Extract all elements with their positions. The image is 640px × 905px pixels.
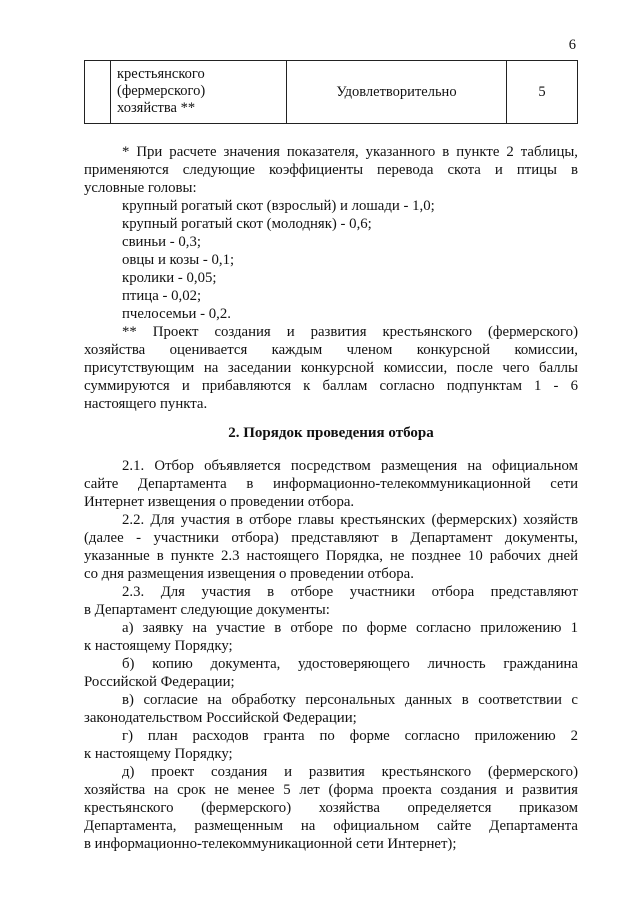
coefficient-item: пчелосемьи - 0,2.	[122, 306, 231, 322]
cell-name-line: хозяйства **	[117, 100, 196, 116]
text-line: 2.3. Для участия в отборе участники отбора представляют	[122, 584, 578, 600]
text-line: крестьянского (фермерского) хозяйства определяется приказом	[84, 800, 578, 816]
page-number: 6	[568, 37, 576, 53]
text-line: Российской Федерации;	[84, 674, 235, 690]
section-title: 2. Порядок проведения отбора	[228, 425, 434, 441]
text-line: к настоящему Порядку;	[84, 638, 233, 654]
coefficient-item: крупный рогатый скот (молодняк) - 0,6;	[122, 216, 372, 232]
text-line: в Департамент следующие документы:	[84, 602, 330, 618]
document-item-d: д) проект создания и развития крестьянского (фермерского)	[122, 764, 578, 780]
text-line: законодательством Российской Федерации;	[84, 710, 357, 726]
text-line: 2.1. Отбор объявляется посредством размещения на официальном	[122, 458, 578, 474]
text-line: (далее - участники отбора) представляют в Департамент документы,	[84, 530, 578, 546]
text-line: к настоящему Порядку;	[84, 746, 233, 762]
document-item-g: г) план расходов гранта по форме согласно приложению 2	[122, 728, 578, 744]
text-line: присутствующим на заседании конкурсной комиссии, после чего баллы	[84, 360, 578, 376]
text-line: Департамента, размещенным на официальном сайте Департамента	[84, 818, 578, 834]
coefficient-item: овцы и козы - 0,1;	[122, 252, 235, 268]
table-cell-index	[85, 61, 111, 123]
text-line: условные головы:	[84, 180, 197, 196]
cell-name-line: (фермерского)	[117, 83, 206, 99]
table-cell-name	[111, 61, 287, 123]
text-line: ** Проект создания и развития крестьянского (фермерского)	[122, 324, 578, 340]
criteria-table-row	[84, 60, 578, 124]
text-line: суммируются и прибавляются к баллам согласно подпунктам 1 - 6	[84, 378, 578, 394]
coefficient-item: крупный рогатый скот (взрослый) и лошади - 1,0;	[122, 198, 435, 214]
text-line: 2.2. Для участия в отборе главы крестьянских (фермерских) хозяйств	[122, 512, 578, 528]
text-line: * При расчете значения показателя, указанного в пункте 2 таблицы,	[122, 144, 578, 160]
coefficient-item: кролики - 0,05;	[122, 270, 217, 286]
cell-name-line: крестьянского	[117, 66, 205, 82]
text-line: Интернет извещения о проведении отбора.	[84, 494, 355, 510]
coefficient-item: свиньи - 0,3;	[122, 234, 201, 250]
text-line: настоящего пункта.	[84, 396, 208, 412]
document-item-v: в) согласие на обработку персональных данных в соответствии с	[122, 692, 578, 708]
table-cell-score: 5	[538, 83, 546, 100]
table-cell-assessment: Удовлетворительно	[287, 61, 507, 123]
text-line: сайте Департамента в информационно-телекоммуникационной сети	[84, 476, 578, 492]
text-line: указанные в пункте 2.3 настоящего Порядка, не позднее 10 рабочих дней	[84, 548, 578, 564]
text-line: хозяйства оценивается каждым членом конкурсной комиссии,	[84, 342, 578, 358]
coefficient-item: птица - 0,02;	[122, 288, 202, 304]
text-line: хозяйства на срок не менее 5 лет (форма проекта создания и развития	[84, 782, 578, 798]
text-line: в информационно-телекоммуникационной сети Интернет);	[84, 836, 457, 852]
text-line: со дня размещения извещения о проведении отбора.	[84, 566, 414, 582]
document-item-b: б) копию документа, удостоверяющего личность гражданина	[122, 656, 578, 672]
document-item-a: а) заявку на участие в отборе по форме согласно приложению 1	[122, 620, 578, 636]
text-line: применяются следующие коэффициенты перевода скота и птицы в	[84, 162, 578, 178]
